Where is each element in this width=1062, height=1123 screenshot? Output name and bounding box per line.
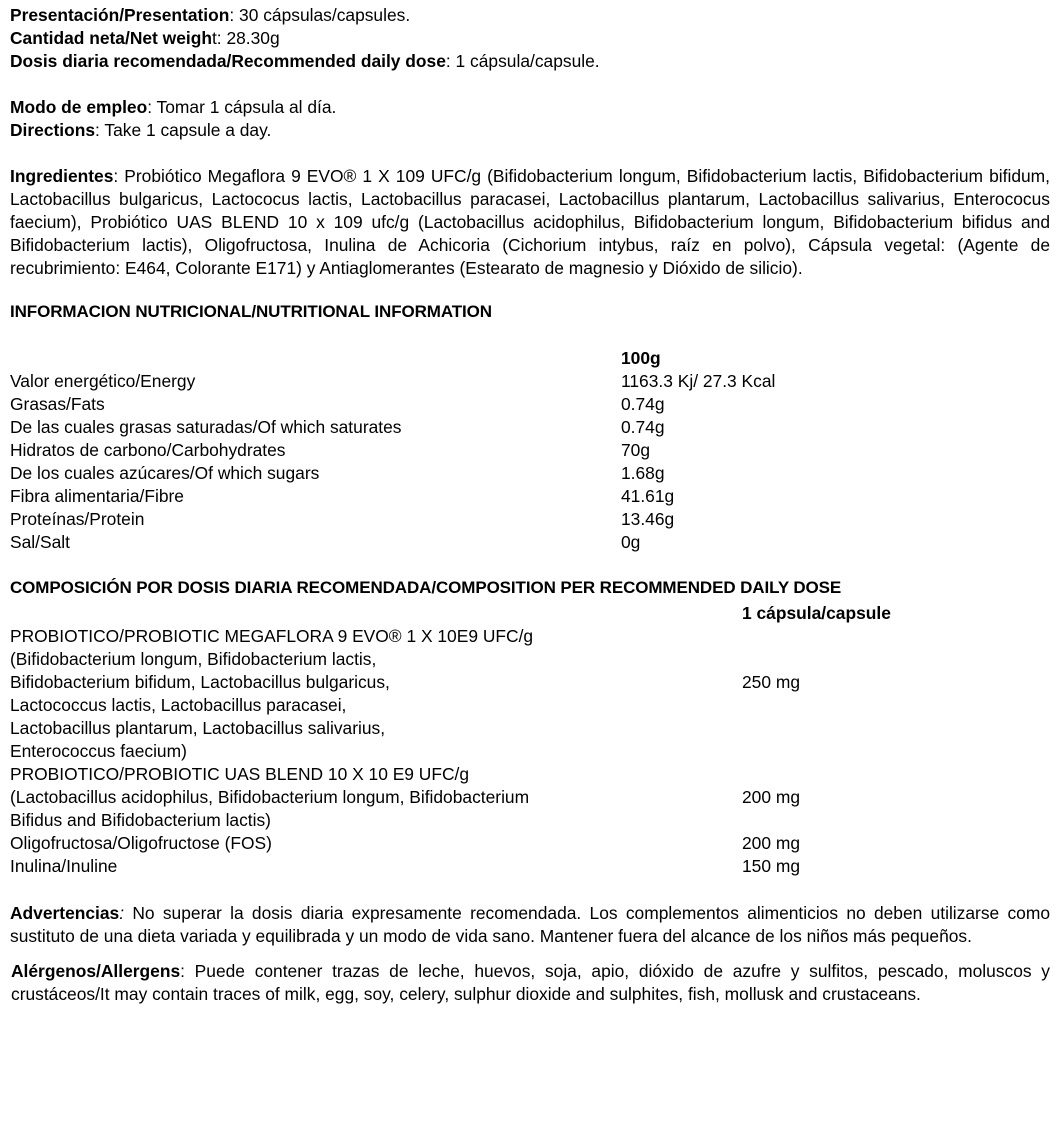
composition-item-line: Lactobacillus plantarum, Lactobacillus salivarius, bbox=[10, 718, 386, 738]
composition-header-row bbox=[10, 602, 1050, 625]
ingredients-paragraph bbox=[10, 165, 1050, 280]
warnings-label: Advertencias bbox=[10, 903, 120, 923]
nutrition-row-label: De las cuales grasas saturadas/Of which saturates bbox=[10, 417, 402, 437]
nutrition-row-value: 13.46g bbox=[621, 509, 675, 529]
nutrition-row-label: Sal/Salt bbox=[10, 532, 70, 552]
nutrition-row-value: 0g bbox=[621, 532, 641, 552]
usage-es-value: : Tomar 1 cápsula al día. bbox=[147, 97, 337, 117]
daily-dose-line bbox=[10, 50, 1050, 73]
allergens-paragraph bbox=[10, 960, 1050, 1006]
usage-en-label: Directions bbox=[10, 120, 96, 140]
composition-item-line: Enterococcus faecium) bbox=[10, 741, 187, 761]
presentation-label: Presentación/Presentation bbox=[10, 5, 230, 25]
composition-item-dose: 200 mg bbox=[742, 787, 801, 807]
nutrition-row bbox=[10, 439, 1050, 462]
nutrition-row bbox=[10, 416, 1050, 439]
composition-item bbox=[10, 832, 1050, 855]
composition-item-line: Bifidobacterium bifidum, Lactobacillus bulgaricus, bbox=[10, 672, 390, 692]
composition-item-line: PROBIOTICO/PROBIOTIC MEGAFLORA 9 EVO® 1 X 10E9 UFC/g bbox=[10, 626, 534, 646]
nutrition-row-label: Fibra alimentaria/Fibre bbox=[10, 486, 184, 506]
usage-en-line bbox=[10, 119, 1050, 142]
nutrition-row-label: Grasas/Fats bbox=[10, 394, 105, 414]
nutrition-row-value: 70g bbox=[621, 440, 651, 460]
allergens-label: Alérgenos/Allergens bbox=[11, 961, 181, 981]
nutrition-row bbox=[10, 393, 1050, 416]
usage-es-label: Modo de empleo bbox=[10, 97, 148, 117]
nutrition-row bbox=[10, 485, 1050, 508]
composition-item-line: Inulina/Inuline bbox=[10, 856, 118, 876]
composition-item-line: (Lactobacillus acidophilus, Bifidobacterium longum, Bifidobacterium bbox=[10, 787, 530, 807]
nutrition-table bbox=[10, 347, 1050, 554]
nutrition-row-label: De los cuales azúcares/Of which sugars bbox=[10, 463, 320, 483]
nutrition-row-label: Hidratos de carbono/Carbohydrates bbox=[10, 440, 286, 460]
daily-dose-value: : 1 cápsula/capsule. bbox=[445, 51, 600, 71]
composition-item-line: PROBIOTICO/PROBIOTIC UAS BLEND 10 X 10 E9 UFC/g bbox=[10, 764, 470, 784]
daily-dose-label: Dosis diaria recomendada/Recommended daily dose bbox=[10, 51, 446, 71]
presentation-value: : 30 cápsulas/capsules. bbox=[229, 5, 411, 25]
warnings-colon: : bbox=[119, 903, 125, 923]
nutrition-row bbox=[10, 462, 1050, 485]
nutrition-row bbox=[10, 508, 1050, 531]
composition-item-line: Lactococcus lactis, Lactobacillus paracasei, bbox=[10, 695, 347, 715]
nutrition-title: INFORMACION NUTRICIONAL/NUTRITIONAL INFORMATION bbox=[10, 302, 492, 321]
usage-es-line bbox=[10, 96, 1050, 119]
composition-column-header: 1 cápsula/capsule bbox=[742, 603, 891, 623]
composition-item bbox=[10, 625, 1050, 763]
composition-table bbox=[10, 625, 1050, 878]
composition-item-dose: 250 mg bbox=[742, 672, 801, 692]
nutrition-row-value: 1163.3 Kj/ 27.3 Kcal bbox=[621, 371, 776, 391]
nutrition-column-header: 100g bbox=[621, 348, 661, 368]
nutrition-row-label: Proteínas/Protein bbox=[10, 509, 145, 529]
nutrition-row-value: 0.74g bbox=[621, 394, 665, 414]
warnings-text: No superar la dosis diaria expresamente recomendada. Los complementos alimenticios no deben utilizarse como sustituto de una dieta variada y equilibrada y un modo de vida sano. Mantener fuera del alcance de los niños más pequeños. bbox=[10, 903, 1050, 946]
ingredients-text: : Probiótico Megaflora 9 EVO® 1 X 109 UFC/g (Bifidobacterium longum, Bifidobacterium lactis, Bifidobacterium bifidum, Lactobacillus bulgaricus, Lactococus lactis, Lactobacillus paracasei, Lactobacillus plantarum, Lactobacillus salivarius, Enterococus faecium), Probiótico UAS BLEND 10 x 109 ufc/g (Lactobacillus acidophilus, Bifidobacterium longum, Bifidobacterium bifidus and Bifidobacterium lactis), Oligofructosa, Inulina de Achicoria (Cichorium intybus, raíz en polvo), Cápsula vegetal: (Agente de recubrimiento: E464, Colorante E171) y Antiaglomerantes (Estearato de magnesio y Dióxido de silicio). bbox=[10, 166, 1050, 278]
nutrition-row-value: 41.61g bbox=[621, 486, 675, 506]
allergens-text: : Puede contener trazas de leche, huevos, soja, apio, dióxido de azufre y sulfitos, pescado, moluscos y crustáceos/It may contain traces of milk, egg, soy, celery, sulphur dioxide and sulphites, fish, mollusk and crustaceans. bbox=[11, 961, 1050, 1004]
nutrition-row bbox=[10, 531, 1050, 554]
composition-item-dose: 200 mg bbox=[742, 833, 801, 853]
nutrition-row-label: Valor energético/Energy bbox=[10, 371, 196, 391]
composition-title: COMPOSICIÓN POR DOSIS DIARIA RECOMENDADA/COMPOSITION PER RECOMMENDED DAILY DOSE bbox=[10, 578, 842, 597]
ingredients-label: Ingredientes bbox=[10, 166, 114, 186]
nutrition-row-value: 0.74g bbox=[621, 417, 665, 437]
net-weight-value: t: 28.30g bbox=[211, 28, 280, 48]
nutrition-row bbox=[10, 370, 1050, 393]
composition-item-line: Oligofructosa/Oligofructose (FOS) bbox=[10, 833, 272, 853]
warnings-paragraph bbox=[10, 902, 1050, 948]
composition-item bbox=[10, 763, 1050, 832]
composition-item-line: (Bifidobacterium longum, Bifidobacterium lactis, bbox=[10, 649, 377, 669]
composition-item-line: Bifidus and Bifidobacterium lactis) bbox=[10, 810, 271, 830]
net-weight-line bbox=[10, 27, 1050, 50]
presentation-line bbox=[10, 4, 1050, 27]
nutrition-row-value: 1.68g bbox=[621, 463, 665, 483]
nutrition-header-row bbox=[10, 347, 1050, 370]
net-weight-label: Cantidad neta/Net weigh bbox=[10, 28, 212, 48]
usage-en-value: : Take 1 capsule a day. bbox=[95, 120, 272, 140]
composition-item-dose: 150 mg bbox=[742, 856, 801, 876]
composition-item bbox=[10, 855, 1050, 878]
